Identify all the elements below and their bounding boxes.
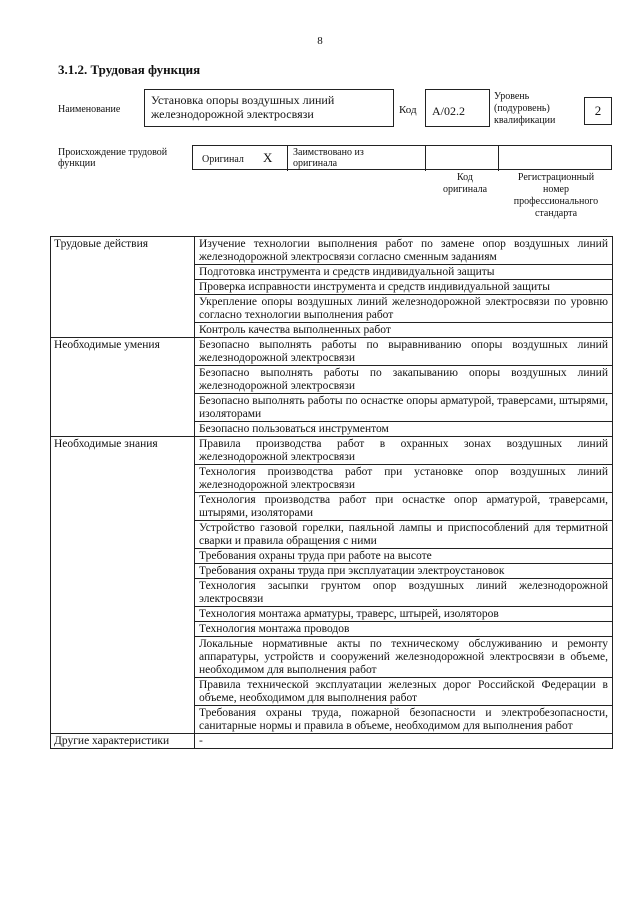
code-value: А/02.2 — [432, 104, 465, 118]
knowledge-item: Локальные нормативные акты по техническому обслуживанию и ремонту аппаратуры, устройств и сооружений железнодорожной электросвязи в объеме, необходимом для выполнения работ — [195, 637, 613, 678]
borrowed-label-line-1: Заимствовано из — [293, 147, 364, 158]
level-value: 2 — [594, 103, 602, 118]
original-code-caption-line-2: оригинала — [442, 184, 488, 195]
registration-caption-line-4: стандарта — [534, 208, 578, 219]
action-item: Укрепление опоры воздушных линий железнодорожной электросвязи по уровню согласно технологии выполнения работ — [195, 295, 613, 323]
origin-label-line-2: функции — [58, 158, 96, 169]
skill-item: Безопасно выполнять работы по выравниванию опоры воздушных линий железнодорожной электросвязи — [195, 338, 613, 366]
knowledge-item: Технология производства работ при оснастке опор арматурой, траверсами, штырями, изоляторами — [195, 493, 613, 521]
original-code-caption — [430, 172, 500, 196]
function-name-box — [144, 89, 394, 127]
knowledge-item: Технология засыпки грунтом опор воздушных линий железнодорожной электросвязи — [195, 579, 613, 607]
name-label: Наименование — [58, 104, 121, 115]
knowledge-item: Требования охраны труда, пожарной безопасности и электробезопасности, санитарные нормы и правила в объеме, необходимом для выполнения работ — [195, 706, 613, 734]
original-mark: X — [263, 150, 273, 165]
action-item: Проверка исправности инструмента и средств индивидуальной защиты — [195, 280, 613, 295]
registration-caption-line-3: профессионального — [513, 196, 599, 207]
function-details-table — [50, 236, 613, 749]
level-label-line-1: Уровень — [494, 91, 530, 102]
knowledge-label: Необходимые знания — [51, 437, 195, 734]
knowledge-item: Правила технической эксплуатации железных дорог Российской Федерации в объеме, необходимом для выполнения работ — [195, 678, 613, 706]
knowledge-item: Технология монтажа арматуры, траверс, штырей, изоляторов — [195, 607, 613, 622]
skill-item: Безопасно выполнять работы по закапыванию опоры воздушных линий железнодорожной электросвязи — [195, 366, 613, 394]
borrowed-cell — [288, 146, 426, 171]
table-row — [51, 237, 613, 265]
level-label-line-3: квалификации — [494, 115, 556, 126]
skills-label: Необходимые умения — [51, 338, 195, 437]
table-row — [51, 338, 613, 366]
actions-label: Трудовые действия — [51, 237, 195, 338]
original-cell — [193, 146, 288, 171]
registration-number-cell — [499, 146, 613, 171]
skill-item: Безопасно пользоваться инструментом — [195, 422, 613, 437]
borrowed-label — [293, 147, 364, 169]
knowledge-item: Требования охраны труда при эксплуатации электроустановок — [195, 564, 613, 579]
function-name-value: Установка опоры воздушных линий железнодорожной электросвязи — [151, 93, 335, 121]
action-item: Контроль качества выполненных работ — [195, 323, 613, 338]
level-box — [584, 97, 612, 125]
registration-caption-line-2: номер — [543, 184, 569, 195]
registration-caption — [500, 172, 612, 220]
knowledge-item: Технология монтажа проводов — [195, 622, 613, 637]
code-box — [425, 89, 490, 127]
origin-row — [192, 145, 612, 170]
other-label: Другие характеристики — [51, 734, 195, 749]
action-item: Подготовка инструмента и средств индивидуальной защиты — [195, 265, 613, 280]
original-label: Оригинал — [202, 154, 244, 165]
table-row — [51, 734, 613, 749]
borrowed-label-line-2: оригинала — [293, 158, 338, 169]
knowledge-item: Технология производства работ при установке опор воздушных линий железнодорожной электросвязи — [195, 465, 613, 493]
table-row — [51, 437, 613, 465]
origin-label — [58, 147, 167, 169]
knowledge-item: Правила производства работ в охранных зонах воздушных линий железнодорожной электросвязи — [195, 437, 613, 465]
section-title: 3.1.2. Трудовая функция — [58, 62, 201, 77]
original-code-cell — [426, 146, 499, 171]
action-item: Изучение технологии выполнения работ по замене опор воздушных линий железнодорожной электросвязи согласно сменным заданиям — [195, 237, 613, 265]
code-label: Код — [399, 104, 417, 116]
level-label — [494, 91, 555, 127]
knowledge-item: Требования охраны труда при работе на высоте — [195, 549, 613, 564]
level-label-line-2: (подуровень) — [494, 103, 550, 114]
knowledge-item: Устройство газовой горелки, паяльной лампы и приспособлений для термитной сварки и правила обращения с ними — [195, 521, 613, 549]
registration-caption-line-1: Регистрационный — [517, 172, 595, 183]
skill-item: Безопасно выполнять работы по оснастке опоры арматурой, траверсами, штырями, изоляторами — [195, 394, 613, 422]
page-number: 8 — [317, 35, 323, 47]
origin-label-line-1: Происхождение трудовой — [58, 147, 168, 158]
original-code-caption-line-1: Код — [457, 172, 473, 183]
other-value: - — [195, 734, 613, 749]
